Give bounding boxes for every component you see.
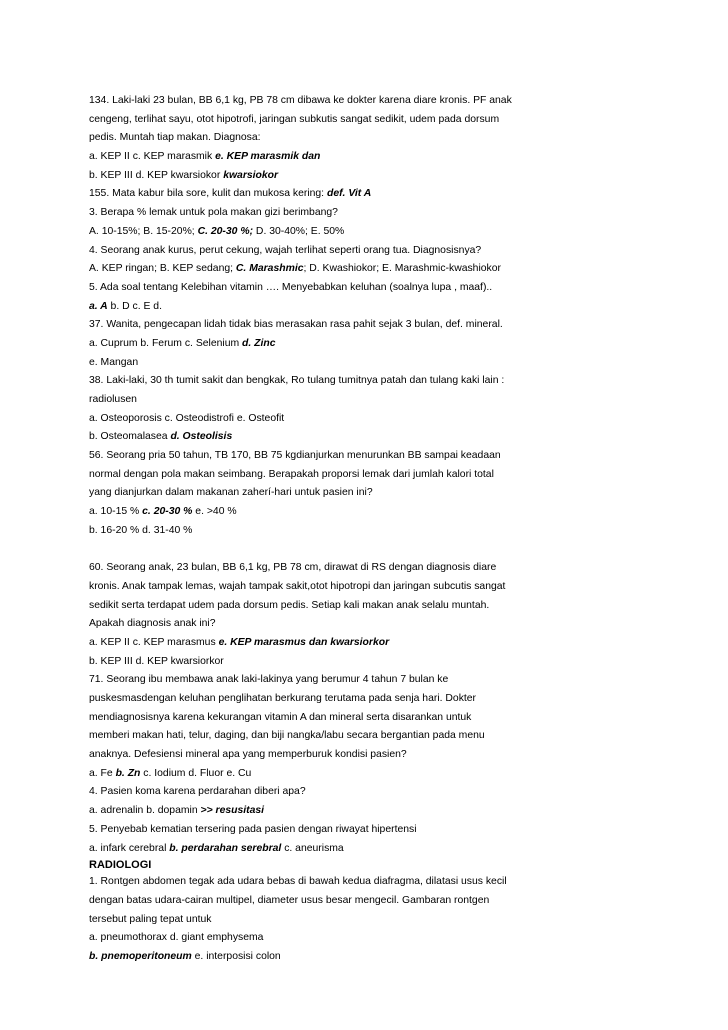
answer-highlight: e. KEP marasmik dan (215, 151, 321, 163)
text-line (89, 279, 649, 298)
answer-highlight: d. Osteolisis (170, 431, 233, 443)
text-line (89, 484, 649, 503)
text-line (89, 391, 649, 410)
text-line (89, 690, 649, 709)
text-segment: 38. Laki-laki, 30 th tumit sakit dan bengkak, Ro tulang tumitnya patah dan tulang kaki lain : (89, 375, 505, 387)
section-heading (89, 858, 649, 873)
text-segment: tersebut paling tepat untuk (89, 913, 212, 925)
text-line (89, 578, 649, 597)
text-line (89, 765, 649, 784)
text-line (89, 223, 649, 242)
text-segment: 60. Seorang anak, 23 bulan, BB 6,1 kg, PB 78 cm, dirawat di RS dengan diagnosis diare (89, 562, 497, 574)
text-segment: dengan batas udara-cairan multipel, diameter usus besar mengecil. Gambaran rontgen (89, 894, 490, 906)
answer-highlight: e. KEP marasmus dan kwarsiorkor (218, 636, 390, 648)
answer-highlight: b. Zn (115, 767, 141, 779)
text-line (89, 316, 649, 335)
text-line (89, 783, 649, 802)
text-line (89, 615, 649, 634)
answer-highlight: a. A (89, 300, 108, 312)
answer-highlight: C. 20-30 %; (197, 225, 254, 237)
text-line (89, 204, 649, 223)
text-segment: radiolusen (89, 394, 137, 405)
text-segment: 3. Berapa % lemak untuk pola makan gizi berimbang? (89, 207, 338, 219)
text-segment: a. infark cerebral (89, 842, 170, 854)
text-segment: yang dianjurkan dalam makanan zaherí-hari untuk pasien ini? (89, 487, 373, 499)
text-line (89, 821, 649, 840)
answer-highlight: def. Vit A (326, 188, 372, 200)
text-segment: 155. Mata kabur bila sore, kulit dan mukosa kering: (89, 188, 327, 200)
text-line (89, 634, 649, 653)
text-line (89, 335, 649, 354)
text-segment: e. >40 % (192, 506, 237, 518)
text-segment: 1. Rontgen abdomen tegak ada udara bebas di bawah kedua diafragma, dilatasi usus kecil (89, 876, 507, 888)
document-body (89, 92, 649, 967)
text-segment: RADIOLOGI (89, 859, 152, 872)
text-line (89, 653, 649, 672)
text-line (89, 746, 649, 765)
answer-highlight: kwarsiokor (223, 169, 279, 181)
answer-highlight: d. Zinc (242, 337, 276, 349)
text-segment: kronis. Anak tampak lemas, wajah tampak sakit,otot hipotropi dan jaringan subcutis sangat (89, 580, 506, 592)
text-segment: c. aneurisma (281, 842, 344, 854)
text-segment: 37. Wanita, pengecapan lidah tidak bias merasakan rasa pahit sejak 3 bulan, def. mineral. (89, 319, 503, 331)
text-line (89, 298, 649, 317)
text-segment: anaknya. Defesiensi mineral apa yang memperburuk kondisi pasien? (89, 749, 407, 761)
text-segment: A. 10-15%; B. 15-20%; (89, 225, 198, 237)
text-line (89, 167, 649, 186)
text-line (89, 727, 649, 746)
text-segment: Apakah diagnosis anak ini? (89, 618, 216, 630)
text-line (89, 541, 649, 560)
text-segment: mendiagnosisnya karena kekurangan vitamin A dan mineral serta disarankan untuk (89, 711, 472, 723)
text-segment: memberi makan hati, telur, daging, dan biji nangka/labu secara bergantian pada menu (89, 730, 485, 742)
text-segment: a. Cuprum b. Ferum c. Selenium (89, 337, 243, 349)
text-segment: a. 10-15 % (89, 506, 143, 518)
text-segment: ; D. Kwashiokor; E. Marashmic-kwashiokor (303, 263, 501, 275)
text-line (89, 372, 649, 391)
answer-highlight: b. pnemoperitoneum (89, 950, 192, 962)
text-segment: a. Osteoporosis c. Osteodistrofi e. Osteofit (89, 412, 285, 424)
text-segment: pedis. Muntah tiap makan. Diagnosa: (89, 132, 261, 144)
text-segment: 5. Ada soal tentang Kelebihan vitamin …. Menyebabkan keluhan (soalnya lupa , maaf).. (89, 281, 493, 293)
answer-highlight: c. 20-30 % (142, 506, 193, 518)
text-segment: c. Iodium d. Fluor e. Cu (140, 767, 252, 779)
text-segment: a. KEP II c. KEP marasmik (89, 151, 216, 163)
text-line (89, 709, 649, 728)
text-line (89, 428, 649, 447)
text-line (89, 802, 649, 821)
text-segment: D. 30-40%; E. 50% (253, 225, 345, 237)
text-segment: cengeng, terlihat sayu, otot hipotrofi, jaringan subkutis sangat sedikit, udem pada dorsum (89, 113, 500, 125)
text-segment: a. adrenalin b. dopamin (89, 805, 201, 817)
text-line (89, 129, 649, 148)
text-line (89, 92, 649, 111)
text-segment: a. KEP II c. KEP marasmus (89, 636, 219, 648)
text-segment: 56. Seorang pria 50 tahun, TB 170, BB 75 kgdianjurkan menurunkan BB sampai keadaan (89, 450, 501, 462)
text-line (89, 522, 649, 541)
text-segment: b. 16-20 % d. 31-40 % (89, 524, 193, 536)
answer-highlight: b. perdarahan serebral (169, 842, 282, 854)
text-line (89, 260, 649, 279)
text-line (89, 185, 649, 204)
text-line (89, 503, 649, 522)
text-segment: b. Osteomalasea (89, 431, 171, 443)
text-line (89, 354, 649, 373)
text-segment: 5. Penyebab kematian tersering pada pasien dengan riwayat hipertensi (89, 823, 417, 835)
text-segment: 4. Seorang anak kurus, perut cekung, wajah terlihat seperti orang tua. Diagnosisnya? (89, 244, 482, 256)
text-line (89, 148, 649, 167)
text-segment: 71. Seorang ibu membawa anak laki-lakinya yang berumur 4 tahun 7 bulan ke (89, 674, 449, 686)
text-segment: 4. Pasien koma karena perdarahan diberi apa? (89, 786, 306, 798)
text-segment: e. Mangan (89, 356, 139, 368)
text-segment: a. pneumothorax d. giant emphysema (89, 932, 264, 944)
text-segment: 134. Laki-laki 23 bulan, BB 6,1 kg, PB 78 cm dibawa ke dokter karena diare kronis. PF anak (89, 95, 512, 106)
text-line (89, 111, 649, 130)
text-segment: b. KEP III d. KEP kwarsiorkor (89, 655, 224, 667)
text-line (89, 559, 649, 578)
text-line (89, 466, 649, 485)
text-line (89, 948, 649, 967)
text-line (89, 911, 649, 930)
text-segment: puskesmasdengan keluhan penglihatan berkurang terutama pada senja hari. Dokter (89, 693, 477, 704)
text-line (89, 929, 649, 948)
answer-highlight: C. Marashmic (235, 263, 304, 275)
text-segment: b. KEP III d. KEP kwarsiokor (89, 169, 224, 181)
text-line (89, 840, 649, 859)
text-segment: b. D c. E d. (107, 300, 162, 312)
text-line (89, 892, 649, 911)
text-line (89, 447, 649, 466)
answer-highlight: >> resusitasi (200, 805, 265, 817)
text-segment: sedikit serta terdapat udem pada dorsum pedis. Setiap kali makan anak selalu muntah. (89, 599, 490, 611)
text-segment: e. interposisi colon (191, 950, 281, 962)
text-line (89, 873, 649, 892)
text-line (89, 597, 649, 616)
text-line (89, 671, 649, 690)
text-line (89, 410, 649, 429)
text-segment: A. KEP ringan; B. KEP sedang; (89, 263, 236, 275)
text-segment: a. Fe (89, 767, 116, 779)
text-line (89, 242, 649, 261)
text-segment: normal dengan pola makan seimbang. Berapakah proporsi lemak dari jumlah kalori total (89, 468, 494, 480)
